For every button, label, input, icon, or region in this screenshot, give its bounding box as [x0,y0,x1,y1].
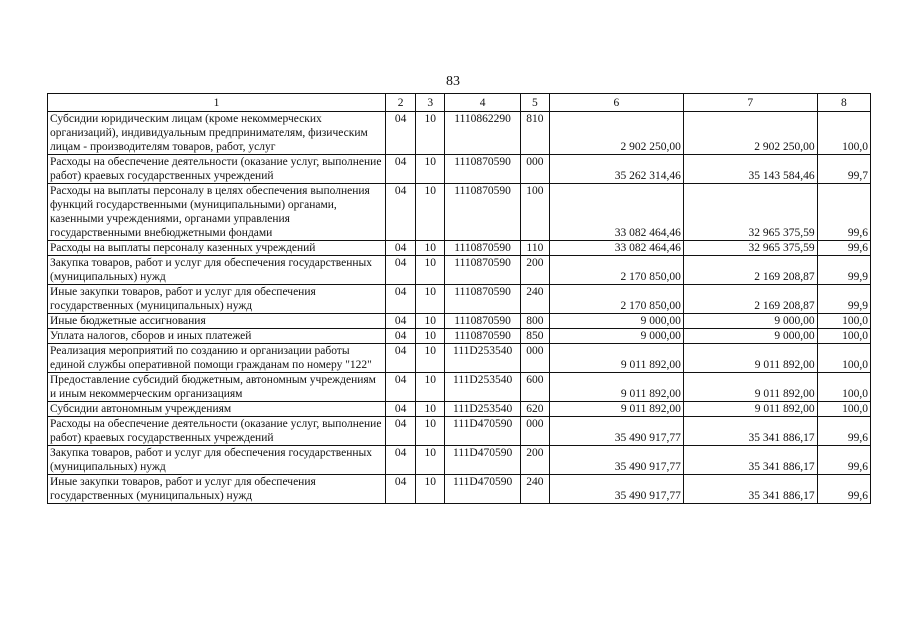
row-description: Предоставление субсидий бюджетным, автономным учреждениям и иным некоммерческим организациям [48,373,386,402]
expense-type-code: 850 [520,329,549,344]
row-description: Расходы на выплаты персоналу казенных учреждений [48,241,386,256]
section-code: 04 [386,402,416,417]
expense-type-code: 000 [520,344,549,373]
expense-type-code: 200 [520,446,549,475]
executed-amount: 9 011 892,00 [683,402,817,417]
planned-amount: 35 262 314,46 [550,155,684,184]
budget-table [47,93,871,504]
executed-amount: 2 169 208,87 [683,285,817,314]
target-article-code: 111D253540 [445,402,520,417]
subsection-code: 10 [416,475,445,504]
expense-type-code: 810 [520,112,549,155]
target-article-code: 111D470590 [445,446,520,475]
planned-amount: 35 490 917,77 [550,475,684,504]
target-article-code: 1110870590 [445,184,520,241]
table-row [48,241,871,256]
planned-amount: 2 170 850,00 [550,285,684,314]
execution-percent: 99,6 [817,241,870,256]
expense-type-code: 000 [520,417,549,446]
column-header-4: 4 [445,94,520,112]
executed-amount: 9 000,00 [683,314,817,329]
section-code: 04 [386,285,416,314]
section-code: 04 [386,241,416,256]
section-code: 04 [386,314,416,329]
subsection-code: 10 [416,329,445,344]
target-article-code: 111D253540 [445,373,520,402]
table-row [48,285,871,314]
subsection-code: 10 [416,285,445,314]
expense-type-code: 800 [520,314,549,329]
table-body [48,112,871,504]
planned-amount: 2 170 850,00 [550,256,684,285]
row-description: Субсидии юридическим лицам (кроме некоммерческих организаций), индивидуальным предпринимателям, физическим лицам - производителям товаров, работ, услуг [48,112,386,155]
expense-type-code: 000 [520,155,549,184]
target-article-code: 111D253540 [445,344,520,373]
target-article-code: 111D470590 [445,475,520,504]
executed-amount: 32 965 375,59 [683,241,817,256]
row-description: Иные закупки товаров, работ и услуг для обеспечения государственных (муниципальных) нужд [48,475,386,504]
table-row [48,344,871,373]
table-row [48,446,871,475]
planned-amount: 9 000,00 [550,314,684,329]
table-row [48,373,871,402]
section-code: 04 [386,112,416,155]
planned-amount: 2 902 250,00 [550,112,684,155]
planned-amount: 9 011 892,00 [550,344,684,373]
subsection-code: 10 [416,446,445,475]
executed-amount: 35 341 886,17 [683,417,817,446]
executed-amount: 32 965 375,59 [683,184,817,241]
section-code: 04 [386,446,416,475]
subsection-code: 10 [416,155,445,184]
executed-amount: 9 011 892,00 [683,373,817,402]
table-row [48,475,871,504]
row-description: Иные закупки товаров, работ и услуг для обеспечения государственных (муниципальных) нужд [48,285,386,314]
target-article-code: 1110870590 [445,329,520,344]
target-article-code: 1110870590 [445,155,520,184]
executed-amount: 9 000,00 [683,329,817,344]
target-article-code: 1110870590 [445,256,520,285]
table-row [48,314,871,329]
execution-percent: 100,0 [817,112,870,155]
row-description: Закупка товаров, работ и услуг для обеспечения государственных (муниципальных) нужд [48,446,386,475]
table-row [48,112,871,155]
execution-percent: 99,6 [817,475,870,504]
executed-amount: 9 011 892,00 [683,344,817,373]
subsection-code: 10 [416,184,445,241]
target-article-code: 1110870590 [445,241,520,256]
expense-type-code: 600 [520,373,549,402]
section-code: 04 [386,373,416,402]
expense-type-code: 240 [520,475,549,504]
expense-type-code: 200 [520,256,549,285]
execution-percent: 100,0 [817,314,870,329]
column-header-8: 8 [817,94,870,112]
table-row [48,256,871,285]
planned-amount: 9 011 892,00 [550,402,684,417]
subsection-code: 10 [416,373,445,402]
subsection-code: 10 [416,112,445,155]
page-number: 83 [446,74,460,89]
column-header-7: 7 [683,94,817,112]
execution-percent: 100,0 [817,329,870,344]
row-description: Расходы на обеспечение деятельности (оказание услуг, выполнение работ) краевых государственных учреждений [48,155,386,184]
planned-amount: 33 082 464,46 [550,241,684,256]
section-code: 04 [386,475,416,504]
row-description: Иные бюджетные ассигнования [48,314,386,329]
column-header-2: 2 [386,94,416,112]
subsection-code: 10 [416,344,445,373]
subsection-code: 10 [416,417,445,446]
row-description: Расходы на выплаты персоналу в целях обеспечения выполнения функций государственными (муниципальными) органами, казенными учреждениями, органами управления государственными внебюджетными фондами [48,184,386,241]
row-description: Субсидии автономным учреждениям [48,402,386,417]
subsection-code: 10 [416,241,445,256]
expense-type-code: 110 [520,241,549,256]
planned-amount: 33 082 464,46 [550,184,684,241]
expense-type-code: 100 [520,184,549,241]
target-article-code: 1110870590 [445,314,520,329]
section-code: 04 [386,329,416,344]
column-header-1: 1 [48,94,386,112]
execution-percent: 100,0 [817,373,870,402]
table-row [48,417,871,446]
execution-percent: 99,9 [817,285,870,314]
execution-percent: 100,0 [817,402,870,417]
execution-percent: 99,6 [817,184,870,241]
table-row [48,184,871,241]
execution-percent: 99,6 [817,446,870,475]
planned-amount: 35 490 917,77 [550,446,684,475]
executed-amount: 35 341 886,17 [683,475,817,504]
section-code: 04 [386,184,416,241]
executed-amount: 2 169 208,87 [683,256,817,285]
column-header-5: 5 [520,94,549,112]
column-header-6: 6 [550,94,684,112]
execution-percent: 99,6 [817,417,870,446]
table-row [48,402,871,417]
target-article-code: 111D470590 [445,417,520,446]
column-header-3: 3 [416,94,445,112]
row-description: Закупка товаров, работ и услуг для обеспечения государственных (муниципальных) нужд [48,256,386,285]
header-row [48,94,871,112]
executed-amount: 2 902 250,00 [683,112,817,155]
executed-amount: 35 143 584,46 [683,155,817,184]
section-code: 04 [386,417,416,446]
subsection-code: 10 [416,256,445,285]
section-code: 04 [386,256,416,285]
row-description: Расходы на обеспечение деятельности (оказание услуг, выполнение работ) краевых государственных учреждений [48,417,386,446]
row-description: Реализация мероприятий по созданию и организации работы единой службы оперативной помощи гражданам по номеру "122" [48,344,386,373]
section-code: 04 [386,344,416,373]
table-row [48,155,871,184]
subsection-code: 10 [416,402,445,417]
planned-amount: 9 011 892,00 [550,373,684,402]
planned-amount: 35 490 917,77 [550,417,684,446]
section-code: 04 [386,155,416,184]
expense-type-code: 620 [520,402,549,417]
execution-percent: 100,0 [817,344,870,373]
table-row [48,329,871,344]
execution-percent: 99,7 [817,155,870,184]
target-article-code: 1110870590 [445,285,520,314]
target-article-code: 1110862290 [445,112,520,155]
row-description: Уплата налогов, сборов и иных платежей [48,329,386,344]
planned-amount: 9 000,00 [550,329,684,344]
subsection-code: 10 [416,314,445,329]
execution-percent: 99,9 [817,256,870,285]
expense-type-code: 240 [520,285,549,314]
executed-amount: 35 341 886,17 [683,446,817,475]
